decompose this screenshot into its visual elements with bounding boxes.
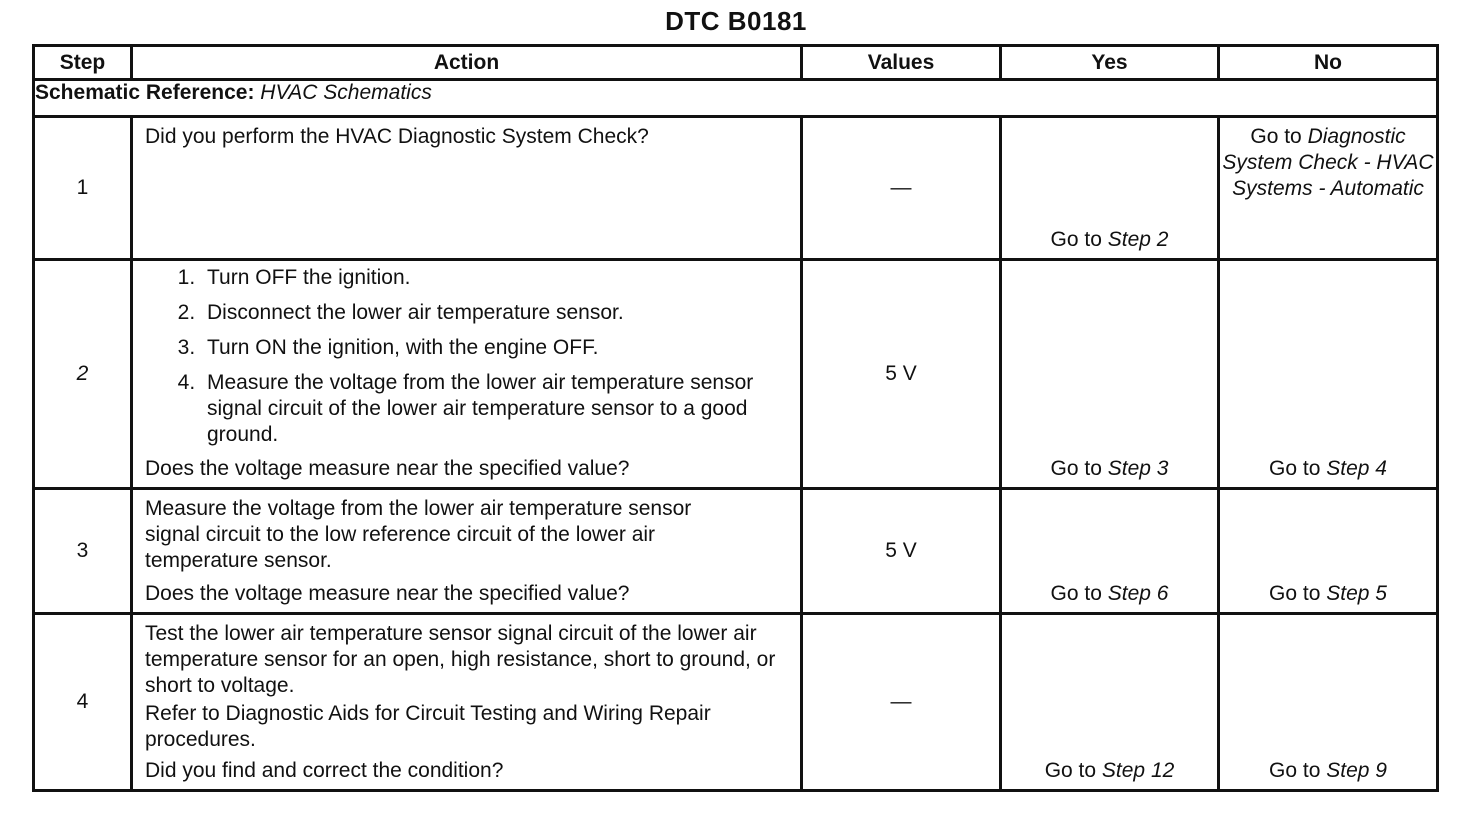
goto-prefix: Go to [1269, 759, 1321, 782]
no-cell [1219, 614, 1438, 791]
step-number: 2 [34, 260, 132, 489]
step-number: 4 [34, 614, 132, 791]
action-question: Did you find and correct the condition? [145, 759, 504, 782]
header-no: No [1219, 46, 1438, 80]
header-action: Action [132, 46, 802, 80]
goto-target: Step 3 [1107, 457, 1169, 480]
table-header-row [34, 46, 1438, 80]
action-cell [132, 614, 802, 791]
goto-target: Step 6 [1107, 582, 1169, 605]
goto-prefix: Go to [1269, 457, 1321, 480]
list-item: 4. Measure the voltage from the lower air temperature sensor signal circuit of the lower air temperature sensor to a good ground. [201, 370, 788, 448]
header-yes: Yes [1001, 46, 1219, 80]
goto-prefix: Go to [1250, 125, 1302, 148]
header-values: Values [802, 46, 1001, 80]
table-row [34, 117, 1438, 260]
action-question: Does the voltage measure near the specified value? [145, 457, 630, 480]
goto-target: Step 2 [1107, 228, 1169, 251]
action-cell [132, 260, 802, 489]
schematic-reference-link: HVAC Schematics [260, 81, 432, 104]
list-item: 1. Turn OFF the ignition. [201, 265, 788, 291]
action-cell [132, 489, 802, 614]
yes-cell [1001, 117, 1219, 260]
action-text: Did you perform the HVAC Diagnostic System Check? [145, 125, 649, 148]
list-item: 3. Turn ON the ignition, with the engine OFF. [201, 335, 788, 361]
goto-prefix: Go to [1050, 582, 1102, 605]
no-cell [1219, 260, 1438, 489]
schematic-reference-row [34, 80, 1438, 117]
step-number: 3 [34, 489, 132, 614]
yes-goto [1002, 759, 1217, 783]
list-item: 2. Disconnect the lower air temperature sensor. [201, 300, 788, 326]
action-text-secondary: Refer to Diagnostic Aids for Circuit Testing and Wiring Repair procedures. [145, 702, 711, 751]
goto-target: Step 4 [1326, 457, 1387, 480]
yes-goto [1002, 228, 1217, 252]
action-text: Measure the voltage from the lower air temperature sensor signal circuit to the low reference circuit of the lower air temperature sensor. [145, 497, 692, 572]
goto-target: Step 12 [1101, 759, 1175, 782]
goto-prefix: Go to [1044, 759, 1097, 782]
table-row [34, 260, 1438, 489]
no-cell [1219, 489, 1438, 614]
value-cell: — [802, 614, 1001, 791]
goto-target: Step 5 [1326, 582, 1387, 605]
yes-cell [1001, 489, 1219, 614]
yes-goto [1002, 582, 1217, 606]
goto-target: Step 9 [1326, 759, 1387, 782]
no-goto [1220, 118, 1436, 202]
action-cell [132, 117, 802, 260]
yes-goto [1002, 457, 1217, 481]
value-cell: 5 V [802, 489, 1001, 614]
no-cell [1219, 117, 1438, 260]
schematic-reference [34, 80, 1438, 117]
no-goto [1220, 759, 1436, 783]
table-row [34, 489, 1438, 614]
step-number: 1 [34, 117, 132, 260]
no-goto [1220, 457, 1436, 481]
yes-cell [1001, 614, 1219, 791]
action-text: Test the lower air temperature sensor signal circuit of the lower air temperature sensor for an open, high resistance, short to ground, or short to voltage. [145, 622, 776, 697]
action-question: Does the voltage measure near the specified value? [145, 582, 630, 605]
schematic-reference-label: Schematic Reference: [35, 81, 255, 104]
header-step: Step [34, 46, 132, 80]
page-title: DTC B0181 [665, 6, 807, 36]
value-cell: — [802, 117, 1001, 260]
goto-prefix: Go to [1050, 457, 1102, 480]
action-steps-list [145, 265, 788, 448]
goto-target: Diagnostic System Check - HVAC Systems - Automatic [1222, 125, 1434, 200]
yes-cell [1001, 260, 1219, 489]
goto-prefix: Go to [1269, 582, 1321, 605]
diagnostic-table [32, 44, 1439, 792]
no-goto [1220, 582, 1436, 606]
value-cell: 5 V [802, 260, 1001, 489]
goto-prefix: Go to [1050, 228, 1102, 251]
table-row [34, 614, 1438, 791]
